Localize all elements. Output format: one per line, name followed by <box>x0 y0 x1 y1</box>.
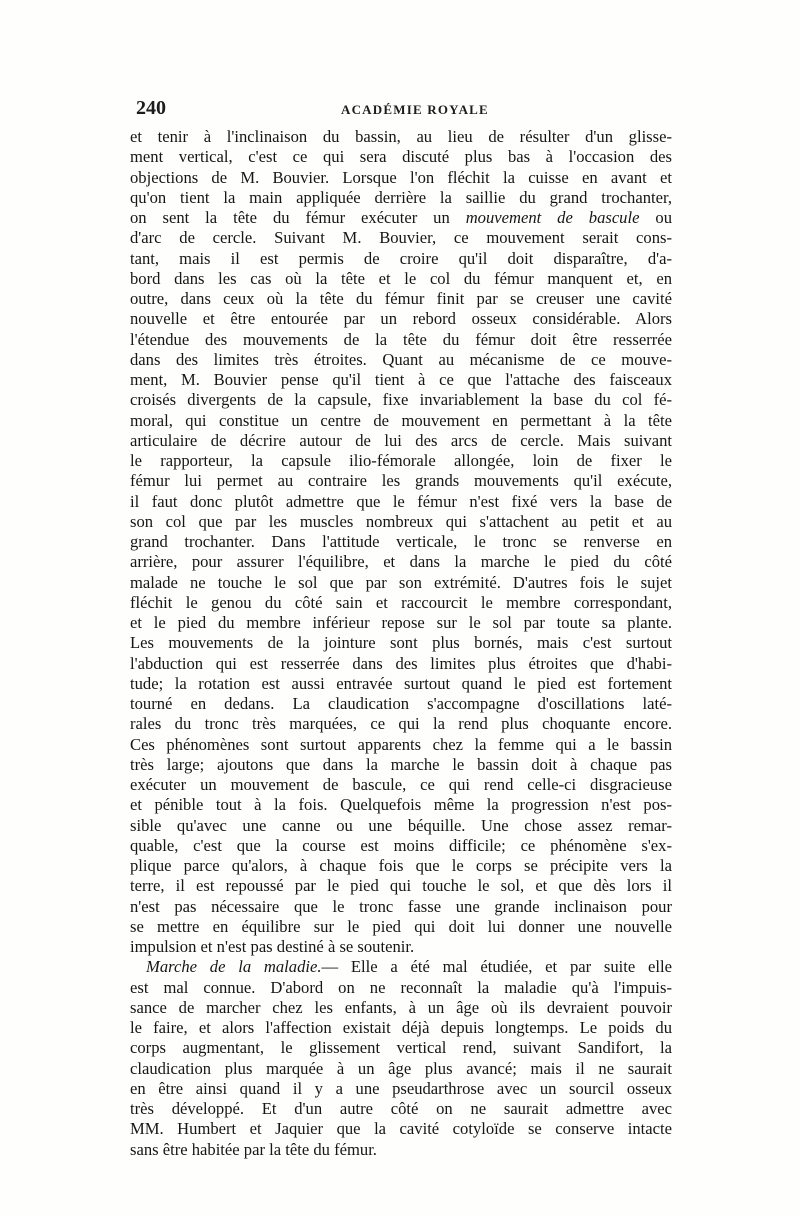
text-line: ment vertical, c'est ce qui sera discuté plus bas à l'occasion des <box>130 147 672 167</box>
text-line: et tenir à l'inclinaison du bassin, au lieu de résulter d'un glisse- <box>130 127 672 146</box>
text-line: exécuter un mouvement de bascule, ce qui rend celle-ci disgracieuse <box>130 775 672 794</box>
text-line: impulsion et n'est pas destiné à se soutenir. <box>130 937 415 956</box>
text-line: se mettre en équilibre sur le pied qui doit lui donner une nouvelle <box>130 916 672 936</box>
text-line: outre, dans ceux où la tête du fémur finit par se creuser une cavité <box>130 289 672 308</box>
text-line: rales du tronc très marquées, ce qui la rend plus choquante encore. <box>130 714 672 734</box>
text-fragment: Elle a été mal étudiée, et par suite elle <box>350 957 672 977</box>
text-line: est mal connue. D'abord on ne reconnaît la maladie qu'à l'impuis- <box>130 977 672 997</box>
text-line: objections de M. Bouvier. Lorsque l'on fléchit la cuisse en avant et <box>130 167 672 187</box>
text-line: sans être habitée par la tête du fémur. <box>130 1139 377 1159</box>
running-head: ACADÉMIE ROYALE <box>341 102 489 117</box>
text-fragment: on sent la tête du fémur exécuter un <box>130 208 450 227</box>
text-line: et pénible tout à la fois. Quelquefois même la progression n'est pos- <box>130 795 672 815</box>
text-line: très développé. Et d'un autre côté on ne saurait admettre avec <box>130 1099 672 1118</box>
text-line: corps augmentant, le glissement vertical rend, suivant Sandifort, la <box>130 1038 672 1058</box>
text-line <box>130 957 672 977</box>
italic-phrase: mouvement de bascule <box>465 208 640 227</box>
text-line: moral, qui constitue un centre de mouvement en permettant à la tête <box>130 410 672 430</box>
text-line: MM. Humbert et Jaquier que la cavité cotyloïde se conserve intacte <box>130 1119 672 1139</box>
text-line: grand trochanter. Dans l'attitude verticale, le tronc se renverse en <box>130 532 672 551</box>
text-line: quable, c'est que la course est moins difficile; ce phénomène s'ex- <box>130 835 672 855</box>
text-line: le rapporteur, la capsule ilio-fémorale allongée, loin de fixer le <box>130 451 672 470</box>
text-line: son col que par les muscles nombreux qui s'attachent au petit et au <box>130 511 672 531</box>
text-line: Ces phénomènes sont surtout apparents chez la femme qui a le bassin <box>130 734 672 754</box>
text-line: d'arc de cercle. Suivant M. Bouvier, ce mouvement serait cons- <box>130 228 672 248</box>
text-line: tourné en dedans. La claudication s'accompagne d'oscillations laté- <box>130 694 672 713</box>
page-header <box>136 97 671 121</box>
text-line: l'abduction qui est resserrée dans des limites plus étroites que d'habi- <box>130 653 672 673</box>
text-line: dans des limites très étroites. Quant au mécanisme de ce mouve- <box>130 349 672 369</box>
text-fragment: ou <box>639 208 672 227</box>
section-heading: Marche de la maladie. <box>146 957 322 977</box>
text-line: tude; la rotation est aussi entravée surtout quand le pied est fortement <box>130 673 672 693</box>
text-line: qu'on tient la main appliquée derrière la saillie du grand trochanter, <box>130 187 672 207</box>
text-line: plique parce qu'alors, à chaque fois que le corps se précipite vers la <box>130 856 672 875</box>
text-line: le faire, et alors l'affection existait déjà depuis longtemps. Le poids du <box>130 1018 672 1037</box>
page-number: 240 <box>136 97 166 119</box>
text-line: et le pied du membre inférieur repose sur le sol par toute sa plante. <box>130 613 672 632</box>
text-line: Les mouvements de la jointure sont plus bornés, mais c'est surtout <box>130 633 672 653</box>
text-line: l'étendue des mouvements de la tête du fémur doit être resserrée <box>130 329 672 349</box>
text-line: tant, mais il est permis de croire qu'il doit disparaître, d'a- <box>130 248 672 268</box>
text-line: il faut donc plutôt admettre que le fémur n'est fixé vers la base de <box>130 491 672 511</box>
text-line: ment, M. Bouvier pense qu'il tient à ce que l'attache des faisceaux <box>130 370 672 389</box>
text-line: en être ainsi quand il y a une pseudarthrose avec un sourcil osseux <box>130 1078 672 1098</box>
text-line: claudication plus marquée à un âge plus avancé; mais il ne saurait <box>130 1058 672 1078</box>
text-line: fémur lui permet au contraire les grands mouvements qu'il exécute, <box>130 471 672 491</box>
text-line: nouvelle et être entourée par un rebord osseux considérable. Alors <box>130 309 672 329</box>
section-dash: — <box>321 957 339 977</box>
text-line: sance de marcher chez les enfants, à un âge où ils devraient pouvoir <box>130 997 672 1017</box>
text-line: arrière, pour assurer l'équilibre, et dans la marche le pied du côté <box>130 552 672 572</box>
text-line: n'est pas nécessaire que le tronc fasse une grande inclinaison pour <box>130 896 672 916</box>
text-line: articulaire de décrire autour de lui des arcs de cercle. Mais suivant <box>130 430 672 450</box>
text-line: croisés divergents de la capsule, fixe invariablement la base du col fé- <box>130 390 672 410</box>
text-line <box>130 208 672 228</box>
text-line: très large; ajoutons que dans la marche le bassin doit à chaque pas <box>130 754 672 774</box>
text-line: sible qu'avec une canne ou une béquille. Une chose assez remar- <box>130 815 672 835</box>
text-line: fléchit le genou du côté sain et raccourcit le membre correspondant, <box>130 592 672 612</box>
body-text <box>130 127 672 1160</box>
text-line: bord dans les cas où la tête et le col du fémur manquent et, en <box>130 268 672 288</box>
text-line: malade ne touche le sol que par son extrémité. D'autres fois le sujet <box>130 572 672 592</box>
text-line: terre, il est repoussé par le pied qui touche le sol, et que dès lors il <box>130 876 672 896</box>
